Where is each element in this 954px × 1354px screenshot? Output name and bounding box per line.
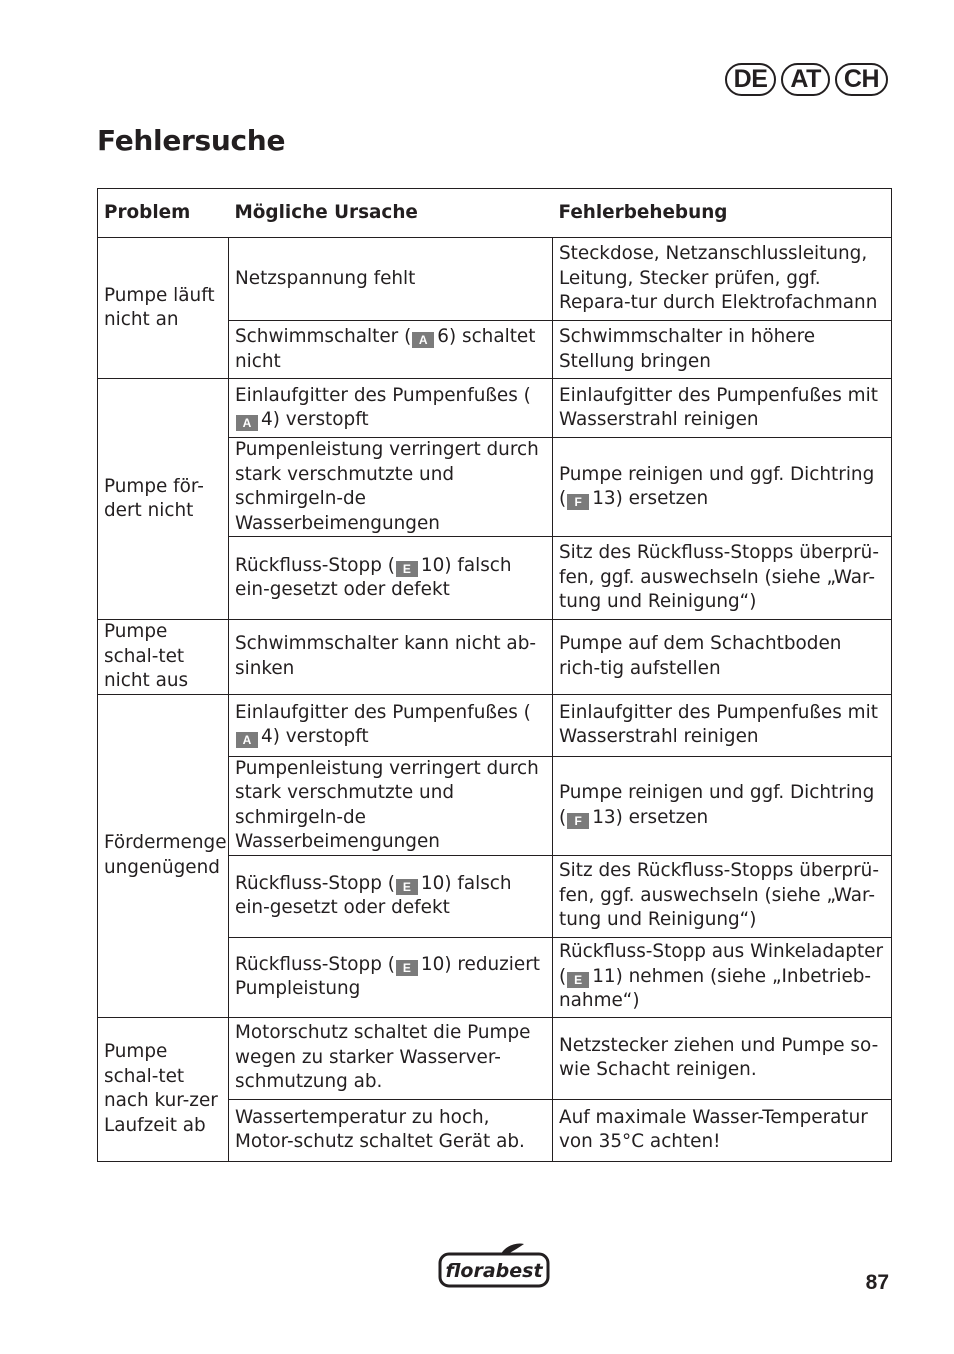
fix-cell <box>553 756 892 855</box>
cause-text: Einlaufgitter des Pumpenfußes ( <box>235 384 531 406</box>
fix-cell <box>553 438 892 537</box>
cause-text: 6) schaltet nicht <box>235 326 536 372</box>
figure-ref-e-icon: E <box>396 879 418 895</box>
cause-text: 4) verstopft <box>261 726 369 747</box>
cause-text: 10) falsch ein-gesetzt oder defekt <box>235 554 512 600</box>
fix-text: Schwimmschalter in höhere Stellung bringen <box>559 326 816 372</box>
table-row <box>98 1017 892 1099</box>
language-badge-ch: CH <box>835 63 888 96</box>
cause-cell <box>229 438 553 537</box>
problem-text: Pumpe schal-tet nach kur-zer Laufzeit ab <box>104 1041 218 1136</box>
troubleshooting-table <box>97 188 892 1162</box>
cause-text: Wassertemperatur zu hoch, Motor-schutz schaltet Gerät ab. <box>235 1106 525 1152</box>
cause-cell <box>229 238 553 321</box>
figure-ref-a-icon: A <box>412 332 434 348</box>
problem-text: Pumpe schal-tet nicht aus <box>104 621 189 691</box>
problem-text: Fördermenge ungenügend <box>104 832 227 878</box>
cause-text: 4) verstopft <box>261 409 369 430</box>
header-fix: Fehlerbehebung <box>553 189 892 238</box>
cause-cell <box>229 855 553 937</box>
fix-text: Einlaufgitter des Pumpenfußes mit Wasserstrahl reinigen <box>559 384 878 430</box>
figure-ref-a-icon: A <box>236 415 258 431</box>
language-badges <box>725 63 888 96</box>
cause-cell <box>229 937 553 1017</box>
problem-cell <box>98 238 229 379</box>
figure-ref-f-icon: F <box>567 813 589 829</box>
cause-text: Schwimmschalter kann nicht ab-sinken <box>235 633 537 679</box>
fix-text: Steckdose, Netzanschlussleitung, Leitung, Stecker prüfen, ggf. Repara-tur durch Elektrofachmann <box>559 243 878 314</box>
fix-cell <box>553 1099 892 1161</box>
problem-text: Pumpe för-dert nicht <box>104 475 204 521</box>
page-number: 87 <box>865 1271 889 1294</box>
cause-text: 10) reduziert Pumpleistung <box>235 953 540 999</box>
problem-cell <box>98 379 229 620</box>
figure-ref-e-icon: E <box>396 561 418 577</box>
header-cause: Mögliche Ursache <box>229 189 553 238</box>
cause-text: Schwimmschalter ( <box>235 326 412 347</box>
cause-text: Pumpenleistung verringert durch stark verschmutzte und schmirgeln-de Wasserbeimengungen <box>235 757 539 852</box>
fix-cell <box>553 620 892 695</box>
cause-cell <box>229 1017 553 1099</box>
cause-cell <box>229 321 553 379</box>
fix-text: 11) nehmen (siehe „Inbetrieb-nahme“) <box>559 965 872 1012</box>
cause-text: Netzspannung fehlt <box>235 267 416 289</box>
logo-text: florabest <box>445 1260 543 1282</box>
problem-text: Pumpe läuft nicht an <box>104 284 215 330</box>
florabest-logo <box>438 1242 550 1290</box>
cause-text: Rückfluss-Stopp ( <box>235 554 395 576</box>
table-row <box>98 620 892 695</box>
table-row <box>98 379 892 438</box>
language-badge-de: DE <box>725 63 777 96</box>
header-problem: Problem <box>98 189 229 238</box>
cause-text: Einlaufgitter des Pumpenfußes ( <box>235 701 531 723</box>
cause-cell <box>229 756 553 855</box>
fix-cell <box>553 238 892 321</box>
page-title: Fehlersuche <box>97 124 286 157</box>
cause-text: Pumpenleistung verringert durch stark verschmutzte und schmirgeln-de Wasserbeimengungen <box>235 439 539 534</box>
fix-text: 13) ersetzen <box>592 488 709 509</box>
cause-cell <box>229 1099 553 1161</box>
fix-cell <box>553 537 892 620</box>
fix-cell <box>553 321 892 379</box>
fix-cell <box>553 937 892 1017</box>
fix-text: Pumpe reinigen und ggf. Dichtring ( <box>559 782 875 828</box>
problem-cell <box>98 620 229 695</box>
figure-ref-e-icon: E <box>396 960 418 976</box>
figure-ref-e-icon: E <box>567 972 589 988</box>
fix-text: Rückfluss-Stopp aus Winkeladapter ( <box>559 941 884 987</box>
fix-text: Sitz des Rückfluss-Stopps überprü-fen, ggf. auswechseln (siehe „War-tung und Reinigung“) <box>559 542 879 613</box>
table-row <box>98 238 892 321</box>
fix-text: Netzstecker ziehen und Pumpe so-wie Schacht reinigen. <box>559 1034 879 1080</box>
language-badge-at: AT <box>781 63 829 96</box>
fix-cell <box>553 855 892 937</box>
fix-cell <box>553 1017 892 1099</box>
table-row <box>98 694 892 756</box>
figure-ref-f-icon: F <box>567 494 589 510</box>
fix-text: Auf maximale Wasser-Temperatur von 35°C achten! <box>559 1106 868 1152</box>
fix-text: Sitz des Rückfluss-Stopps überprü-fen, ggf. auswechseln (siehe „War-tung und Reinigung“) <box>559 860 879 931</box>
cause-cell <box>229 379 553 438</box>
fix-text: 13) ersetzen <box>592 806 709 828</box>
fix-text: Pumpe auf dem Schachtboden rich-tig aufstellen <box>559 633 842 679</box>
cause-text: Motorschutz schaltet die Pumpe wegen zu starker Wasserver-schmutzung ab. <box>235 1022 531 1093</box>
cause-cell <box>229 620 553 695</box>
cause-cell <box>229 537 553 620</box>
table-header-row <box>98 189 892 238</box>
cause-text: Rückfluss-Stopp ( <box>235 872 395 894</box>
fix-cell <box>553 379 892 438</box>
problem-cell <box>98 694 229 1017</box>
fix-text: Pumpe reinigen und ggf. Dichtring ( <box>559 463 875 509</box>
figure-ref-a-icon: A <box>236 732 258 748</box>
problem-cell <box>98 1017 229 1161</box>
cause-cell <box>229 694 553 756</box>
fix-text: Einlaufgitter des Pumpenfußes mit Wasserstrahl reinigen <box>559 701 878 747</box>
fix-cell <box>553 694 892 756</box>
cause-text: Rückfluss-Stopp ( <box>235 953 395 975</box>
cause-text: 10) falsch ein-gesetzt oder defekt <box>235 872 512 918</box>
